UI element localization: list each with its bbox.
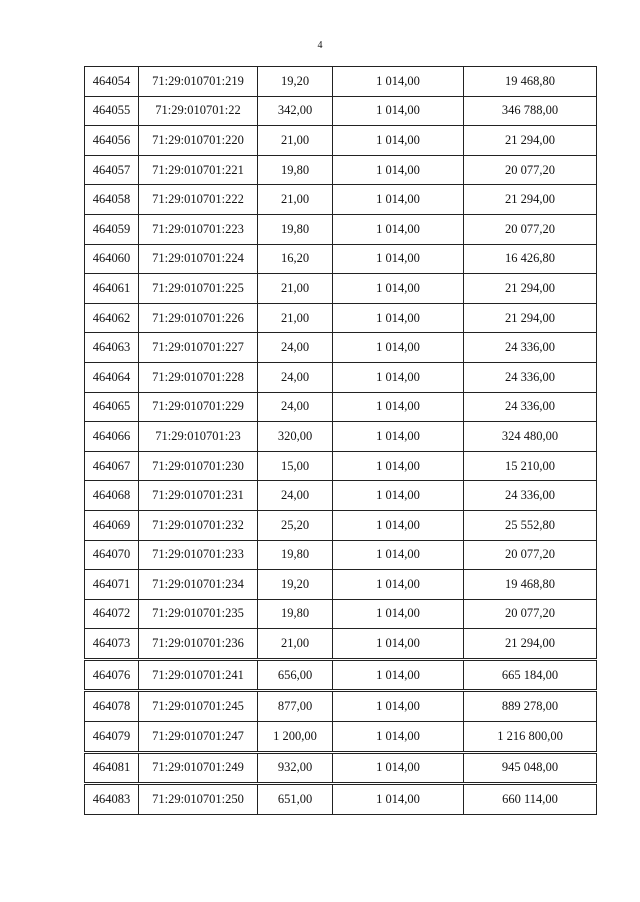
rate-cell: 1 014,00	[333, 303, 464, 333]
area-cell: 16,20	[258, 244, 333, 274]
page-number: 4	[317, 40, 323, 51]
area-cell: 19,80	[258, 540, 333, 570]
record-id-cell: 464061	[85, 274, 139, 304]
rate-cell: 1 014,00	[333, 784, 464, 815]
table-row	[85, 422, 597, 452]
record-id-cell: 464071	[85, 570, 139, 600]
record-id-cell: 464070	[85, 540, 139, 570]
cadastral-number-cell: 71:29:010701:23	[139, 422, 258, 452]
area-cell: 15,00	[258, 451, 333, 481]
total-value-cell: 21 294,00	[464, 303, 597, 333]
record-id-cell: 464073	[85, 629, 139, 660]
area-cell: 1 200,00	[258, 722, 333, 753]
total-value-cell: 889 278,00	[464, 691, 597, 722]
cadastral-number-cell: 71:29:010701:222	[139, 185, 258, 215]
total-value-cell: 346 788,00	[464, 96, 597, 126]
record-id-cell: 464078	[85, 691, 139, 722]
area-cell: 24,00	[258, 392, 333, 422]
cadastral-number-cell: 71:29:010701:236	[139, 629, 258, 660]
table-row	[85, 96, 597, 126]
table-row	[85, 570, 597, 600]
total-value-cell: 20 077,20	[464, 540, 597, 570]
rate-cell: 1 014,00	[333, 422, 464, 452]
total-value-cell: 945 048,00	[464, 752, 597, 784]
table-row	[85, 214, 597, 244]
area-cell: 24,00	[258, 362, 333, 392]
area-cell: 21,00	[258, 274, 333, 304]
table-row	[85, 722, 597, 753]
area-cell: 320,00	[258, 422, 333, 452]
total-value-cell: 21 294,00	[464, 629, 597, 660]
cadastral-number-cell: 71:29:010701:231	[139, 481, 258, 511]
table-row	[85, 155, 597, 185]
table-row	[85, 185, 597, 215]
area-cell: 21,00	[258, 629, 333, 660]
area-cell: 19,80	[258, 214, 333, 244]
rate-cell: 1 014,00	[333, 510, 464, 540]
cadastral-number-cell: 71:29:010701:249	[139, 752, 258, 784]
cadastral-number-cell: 71:29:010701:250	[139, 784, 258, 815]
record-id-cell: 464068	[85, 481, 139, 511]
table-row	[85, 333, 597, 363]
total-value-cell: 21 294,00	[464, 185, 597, 215]
rate-cell: 1 014,00	[333, 599, 464, 629]
area-cell: 25,20	[258, 510, 333, 540]
rate-cell: 1 014,00	[333, 155, 464, 185]
cadastral-number-cell: 71:29:010701:221	[139, 155, 258, 185]
table-body	[85, 67, 597, 815]
total-value-cell: 24 336,00	[464, 333, 597, 363]
table-row	[85, 451, 597, 481]
rate-cell: 1 014,00	[333, 274, 464, 304]
area-cell: 877,00	[258, 691, 333, 722]
cadastral-number-cell: 71:29:010701:223	[139, 214, 258, 244]
cadastral-number-cell: 71:29:010701:228	[139, 362, 258, 392]
cadastral-number-cell: 71:29:010701:220	[139, 126, 258, 156]
table-row	[85, 599, 597, 629]
total-value-cell: 324 480,00	[464, 422, 597, 452]
total-value-cell: 19 468,80	[464, 570, 597, 600]
total-value-cell: 20 077,20	[464, 155, 597, 185]
record-id-cell: 464072	[85, 599, 139, 629]
table-row	[85, 540, 597, 570]
cadastral-number-cell: 71:29:010701:245	[139, 691, 258, 722]
area-cell: 19,20	[258, 570, 333, 600]
total-value-cell: 665 184,00	[464, 659, 597, 691]
table-row	[85, 392, 597, 422]
record-id-cell: 464057	[85, 155, 139, 185]
rate-cell: 1 014,00	[333, 540, 464, 570]
rate-cell: 1 014,00	[333, 659, 464, 691]
record-id-cell: 464067	[85, 451, 139, 481]
record-id-cell: 464054	[85, 67, 139, 97]
table-row	[85, 126, 597, 156]
record-id-cell: 464055	[85, 96, 139, 126]
cadastral-number-cell: 71:29:010701:226	[139, 303, 258, 333]
record-id-cell: 464059	[85, 214, 139, 244]
rate-cell: 1 014,00	[333, 126, 464, 156]
record-id-cell: 464063	[85, 333, 139, 363]
rate-cell: 1 014,00	[333, 570, 464, 600]
cadastral-number-cell: 71:29:010701:233	[139, 540, 258, 570]
table-row	[85, 784, 597, 815]
area-cell: 342,00	[258, 96, 333, 126]
total-value-cell: 21 294,00	[464, 274, 597, 304]
cadastral-number-cell: 71:29:010701:241	[139, 659, 258, 691]
cadastral-number-cell: 71:29:010701:232	[139, 510, 258, 540]
cadastral-number-cell: 71:29:010701:229	[139, 392, 258, 422]
total-value-cell: 660 114,00	[464, 784, 597, 815]
cadastral-number-cell: 71:29:010701:247	[139, 722, 258, 753]
total-value-cell: 24 336,00	[464, 362, 597, 392]
table-row	[85, 510, 597, 540]
area-cell: 21,00	[258, 126, 333, 156]
record-id-cell: 464058	[85, 185, 139, 215]
rate-cell: 1 014,00	[333, 333, 464, 363]
record-id-cell: 464066	[85, 422, 139, 452]
cadastral-number-cell: 71:29:010701:225	[139, 274, 258, 304]
rate-cell: 1 014,00	[333, 451, 464, 481]
area-cell: 656,00	[258, 659, 333, 691]
cadastral-number-cell: 71:29:010701:227	[139, 333, 258, 363]
record-id-cell: 464079	[85, 722, 139, 753]
total-value-cell: 1 216 800,00	[464, 722, 597, 753]
rate-cell: 1 014,00	[333, 96, 464, 126]
cadastral-number-cell: 71:29:010701:234	[139, 570, 258, 600]
land-plot-table	[84, 66, 597, 815]
total-value-cell: 19 468,80	[464, 67, 597, 97]
area-cell: 932,00	[258, 752, 333, 784]
total-value-cell: 16 426,80	[464, 244, 597, 274]
rate-cell: 1 014,00	[333, 752, 464, 784]
total-value-cell: 20 077,20	[464, 214, 597, 244]
rate-cell: 1 014,00	[333, 67, 464, 97]
record-id-cell: 464076	[85, 659, 139, 691]
rate-cell: 1 014,00	[333, 185, 464, 215]
area-cell: 19,80	[258, 599, 333, 629]
table-row	[85, 691, 597, 722]
table-row	[85, 67, 597, 97]
cadastral-number-cell: 71:29:010701:224	[139, 244, 258, 274]
cadastral-number-cell: 71:29:010701:22	[139, 96, 258, 126]
record-id-cell: 464083	[85, 784, 139, 815]
record-id-cell: 464081	[85, 752, 139, 784]
area-cell: 21,00	[258, 303, 333, 333]
total-value-cell: 15 210,00	[464, 451, 597, 481]
area-cell: 24,00	[258, 333, 333, 363]
record-id-cell: 464060	[85, 244, 139, 274]
rate-cell: 1 014,00	[333, 481, 464, 511]
record-id-cell: 464064	[85, 362, 139, 392]
table-row	[85, 659, 597, 691]
cadastral-number-cell: 71:29:010701:219	[139, 67, 258, 97]
table-row	[85, 362, 597, 392]
rate-cell: 1 014,00	[333, 392, 464, 422]
rate-cell: 1 014,00	[333, 362, 464, 392]
table-row	[85, 629, 597, 660]
area-cell: 24,00	[258, 481, 333, 511]
area-cell: 651,00	[258, 784, 333, 815]
cadastral-number-cell: 71:29:010701:230	[139, 451, 258, 481]
table-row	[85, 303, 597, 333]
area-cell: 21,00	[258, 185, 333, 215]
total-value-cell: 24 336,00	[464, 392, 597, 422]
table-row	[85, 244, 597, 274]
rate-cell: 1 014,00	[333, 691, 464, 722]
table-row	[85, 274, 597, 304]
rate-cell: 1 014,00	[333, 214, 464, 244]
rate-cell: 1 014,00	[333, 244, 464, 274]
record-id-cell: 464069	[85, 510, 139, 540]
record-id-cell: 464062	[85, 303, 139, 333]
cadastral-number-cell: 71:29:010701:235	[139, 599, 258, 629]
total-value-cell: 25 552,80	[464, 510, 597, 540]
total-value-cell: 21 294,00	[464, 126, 597, 156]
total-value-cell: 20 077,20	[464, 599, 597, 629]
record-id-cell: 464065	[85, 392, 139, 422]
area-cell: 19,80	[258, 155, 333, 185]
total-value-cell: 24 336,00	[464, 481, 597, 511]
land-plot-table-container	[84, 66, 597, 815]
rate-cell: 1 014,00	[333, 629, 464, 660]
record-id-cell: 464056	[85, 126, 139, 156]
rate-cell: 1 014,00	[333, 722, 464, 753]
table-row	[85, 752, 597, 784]
table-row	[85, 481, 597, 511]
area-cell: 19,20	[258, 67, 333, 97]
